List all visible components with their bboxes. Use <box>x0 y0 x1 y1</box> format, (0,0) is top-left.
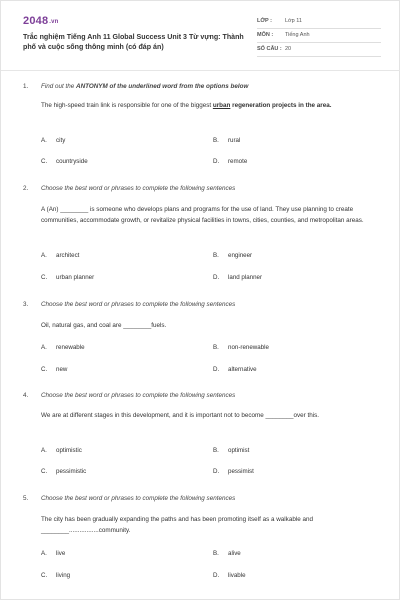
question-number: 1. <box>23 83 29 90</box>
option-letter: A. <box>41 550 47 557</box>
option-letter: D. <box>213 158 220 165</box>
document-title: Trắc nghiệm Tiếng Anh 11 Global Success Unit 3 Từ vựng: Thành phố và cuộc sống thông minh (có đáp án) <box>23 33 244 51</box>
site-logo[interactable] <box>23 15 59 27</box>
option-text: rural <box>228 137 241 144</box>
underlined-word: urban <box>212 102 231 109</box>
question-instruction: Choose the best word or phrases to complete the following sentences <box>41 301 236 308</box>
instruction-bold: ANTONYM of the underlined word from the options below <box>76 83 249 90</box>
option-a[interactable] <box>41 344 85 351</box>
meta-key: SỐ CÂU : <box>257 46 282 52</box>
option-text: remote <box>228 158 248 165</box>
option-letter: B. <box>213 252 219 259</box>
option-c[interactable] <box>41 572 70 579</box>
option-text: live <box>56 550 66 557</box>
document-header <box>1 1 400 63</box>
option-letter: A. <box>41 137 47 144</box>
option-c[interactable] <box>41 468 86 475</box>
option-letter: B. <box>213 137 219 144</box>
question-text: Oil, natural gas, and coal are ________fuels. <box>41 322 167 329</box>
meta-value: 20 <box>285 46 292 52</box>
option-letter: C. <box>41 366 48 373</box>
option-b[interactable] <box>213 344 269 351</box>
question-number: 4. <box>23 392 29 399</box>
option-text: urban planner <box>56 274 95 281</box>
option-d[interactable] <box>213 274 262 281</box>
option-letter: C. <box>41 572 48 579</box>
option-letter: A. <box>41 447 47 454</box>
option-b[interactable] <box>213 447 249 454</box>
option-d[interactable] <box>213 366 257 373</box>
question-instruction: Choose the best word or phrases to complete the following sentences <box>41 495 236 502</box>
meta-row-subject <box>257 29 381 43</box>
option-text: alive <box>228 550 241 557</box>
question-text: The city has been gradually expanding the paths and has been promoting itself as a walkable and ________.................community. <box>41 516 313 534</box>
option-text: engineer <box>228 252 253 259</box>
option-letter: C. <box>41 468 48 475</box>
option-text: optimist <box>228 447 250 454</box>
question-text <box>41 100 369 111</box>
option-text: livable <box>228 572 246 579</box>
option-letter: C. <box>41 158 48 165</box>
instruction-text: Find out the <box>41 83 77 90</box>
meta-row-class <box>257 15 381 29</box>
text-part-bold: regeneration projects in the area. <box>230 102 332 109</box>
option-d[interactable] <box>213 572 246 579</box>
option-letter: B. <box>213 447 219 454</box>
option-letter: D. <box>213 572 220 579</box>
option-a[interactable] <box>41 447 82 454</box>
option-text: living <box>56 572 71 579</box>
header-divider <box>1 70 400 71</box>
option-a[interactable] <box>41 550 65 557</box>
option-text: new <box>56 366 68 373</box>
option-c[interactable] <box>41 366 67 373</box>
option-letter: A. <box>41 344 47 351</box>
question-instruction <box>41 83 381 90</box>
option-letter: B. <box>213 550 219 557</box>
option-c[interactable] <box>41 158 88 165</box>
meta-value: Tiếng Anh <box>285 32 310 38</box>
option-letter: D. <box>213 274 220 281</box>
option-text: architect <box>56 252 80 259</box>
option-b[interactable] <box>213 137 240 144</box>
option-b[interactable] <box>213 550 241 557</box>
question-number: 3. <box>23 301 29 308</box>
option-text: countryside <box>56 158 88 165</box>
meta-value: Lớp 11 <box>285 18 302 24</box>
option-d[interactable] <box>213 468 254 475</box>
text-part: The high-speed train link is responsible for one of the biggest <box>41 102 213 109</box>
meta-row-count <box>257 43 381 57</box>
option-letter: D. <box>213 366 220 373</box>
meta-key: MÔN : <box>257 32 274 38</box>
option-c[interactable] <box>41 274 94 281</box>
option-text: land planner <box>228 274 263 281</box>
option-a[interactable] <box>41 137 65 144</box>
option-letter: C. <box>41 274 48 281</box>
option-d[interactable] <box>213 158 247 165</box>
question-text: We are at different stages in this development, and it is important not to become ________over this. <box>41 412 320 419</box>
option-text: optimistic <box>56 447 82 454</box>
logo-text: 2048 <box>23 15 49 27</box>
option-b[interactable] <box>213 252 252 259</box>
option-text: alternative <box>228 366 257 373</box>
logo-suffix: .vn <box>49 19 59 25</box>
question-text: A (An) ________ is someone who develops plans and programs for the use of land. They use planning to create communities, accommodate growth, or revitalize physical facilities in towns, cities, counties, and metropolitan areas. <box>41 206 364 224</box>
question-number: 2. <box>23 185 29 192</box>
option-text: renewable <box>56 344 85 351</box>
option-letter: A. <box>41 252 47 259</box>
option-text: non-renewable <box>228 344 269 351</box>
option-a[interactable] <box>41 252 79 259</box>
question-number: 5. <box>23 495 29 502</box>
option-text: city <box>56 137 66 144</box>
question-instruction: Choose the best word or phrases to complete the following sentences <box>41 392 236 399</box>
option-letter: D. <box>213 468 220 475</box>
option-text: pessimist <box>228 468 254 475</box>
option-letter: B. <box>213 344 219 351</box>
option-text: pessimistic <box>56 468 87 475</box>
meta-key: LỚP : <box>257 18 272 24</box>
question-instruction: Choose the best word or phrases to complete the following sentences <box>41 185 236 192</box>
